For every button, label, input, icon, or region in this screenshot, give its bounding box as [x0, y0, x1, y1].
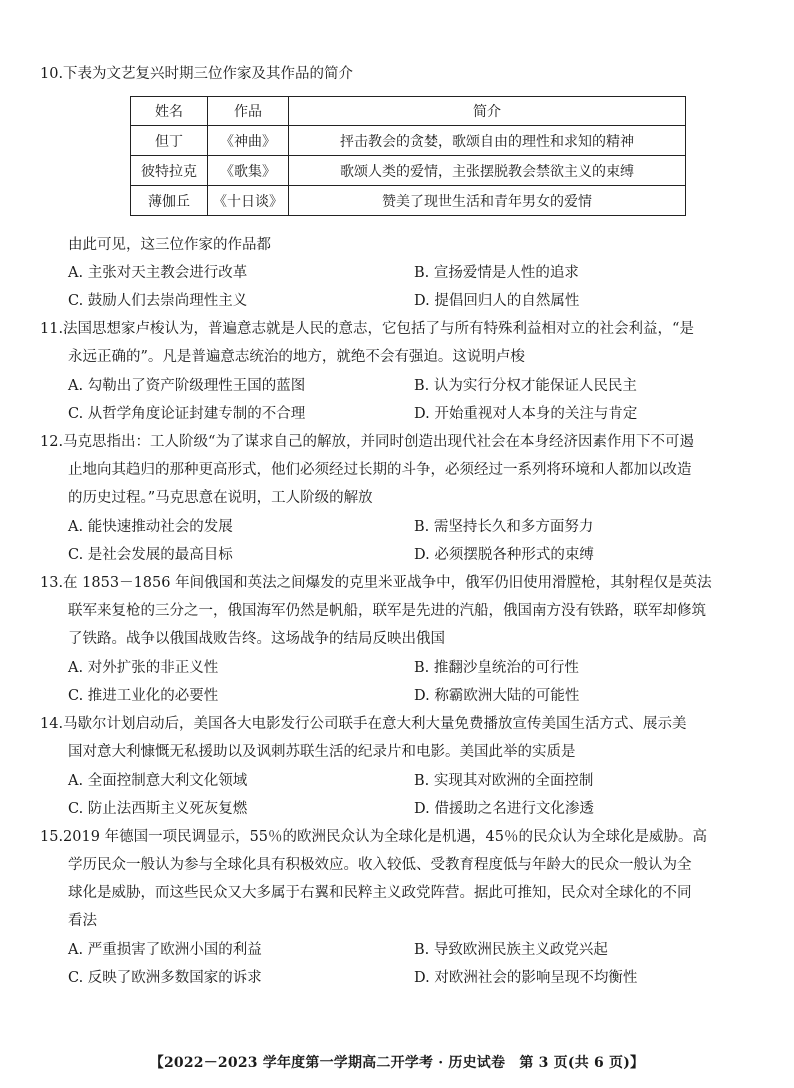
table-cell: 赞美了现世生活和青年男女的爱情: [289, 186, 686, 216]
q13-option-a: A. 对外扩张的非正义性: [68, 660, 219, 676]
q13-option-b: B. 推翻沙皇统治的可行性: [414, 660, 579, 676]
q11-option-b: B. 认为实行分权才能保证人民民主: [414, 378, 637, 394]
table-cell: 薄伽丘: [131, 186, 208, 216]
q12-line: 12.马克思指出：工人阶级“为了谋求自己的解放，并同时创造出现代社会在本身经济因素作用下不可遏: [40, 434, 694, 450]
q15-option-c: C. 反映了欧洲多数国家的诉求: [68, 970, 262, 986]
q15-line: 球化是威胁，而这些民众又大多属于右翼和民粹主义政党阵营。据此可推知，民众对全球化的不同: [68, 885, 692, 901]
table-cell: 《十日谈》: [208, 186, 289, 216]
q11-option-c: C. 从哲学角度论证封建专制的不合理: [68, 406, 306, 422]
q11-option-d: D. 开始重视对人本身的关注与肯定: [414, 406, 638, 422]
q12-option-d: D. 必须摆脱各种形式的束缚: [414, 547, 594, 563]
table-cell: 《歌集》: [208, 156, 289, 186]
q12-line: 止地向其趋归的那种更高形式，他们必须经过长期的斗争，必须经过一系列将环境和人都加以改造: [68, 462, 692, 478]
table-cell: 抨击教会的贪婪，歌颂自由的理性和求知的精神: [289, 126, 686, 156]
q15-option-d: D. 对欧洲社会的影响呈现不均衡性: [414, 970, 638, 986]
q14-line: 国对意大利慷慨无私援助以及讽刺苏联生活的纪录片和电影。美国此举的实质是: [68, 744, 576, 760]
q10-option-c: C. 鼓励人们去崇尚理性主义: [68, 293, 248, 309]
q13-line: 联军来复枪的三分之一，俄国海军仍然是帆船，联军是先进的汽船，俄国南方没有铁路，联军却修筑: [68, 603, 706, 619]
q14-option-d: D. 借援助之名进行文化渗透: [414, 801, 594, 817]
q14-line: 14.马歇尔计划启动后，美国各大电影发行公司联手在意大利大量免费播放宣传美国生活方式、展示美: [40, 716, 687, 732]
q15-option-b: B. 导致欧洲民族主义政党兴起: [414, 942, 608, 958]
table-cell: 但丁: [131, 126, 208, 156]
q10-after: 由此可见，这三位作家的作品都: [68, 237, 271, 253]
q14-option-a: A. 全面控制意大利文化领域: [68, 773, 248, 789]
q12-option-b: B. 需坚持长久和多方面努力: [414, 519, 594, 535]
table-row: [131, 156, 686, 186]
table-header: 简介: [289, 97, 686, 126]
q14-option-c: C. 防止法西斯主义死灰复燃: [68, 801, 248, 817]
q13-option-d: D. 称霸欧洲大陆的可能性: [414, 688, 580, 704]
q10-option-a: A. 主张对天主教会进行改革: [68, 265, 248, 281]
q10-stem: 10.下表为文艺复兴时期三位作家及其作品的简介: [40, 66, 354, 82]
table-cell: 《神曲》: [208, 126, 289, 156]
q11-line: 永远正确的”。凡是普遍意志统治的地方，就绝不会有强迫。这说明卢梭: [68, 349, 525, 365]
q13-line: 了铁路。战争以俄国战败告终。这场战争的结局反映出俄国: [68, 631, 445, 647]
q12-option-a: A. 能快速推动社会的发展: [68, 519, 233, 535]
q12-option-c: C. 是社会发展的最高目标: [68, 547, 233, 563]
q13-option-c: C. 推进工业化的必要性: [68, 688, 219, 704]
q10-option-b: B. 宣扬爱情是人性的追求: [414, 265, 579, 281]
q11-line: 11.法国思想家卢梭认为，普遍意志就是人民的意志，它包括了与所有特殊利益相对立的社会利益，“是: [40, 321, 694, 337]
table-cell: 歌颂人类的爱情，主张摆脱教会禁欲主义的束缚: [289, 156, 686, 186]
table-header-row: [131, 97, 686, 126]
page-footer: 【2022－2023 学年度第一学期高二开学考 · 历史试卷 第 3 页(共 6 页)】: [149, 1055, 645, 1071]
table-header: 姓名: [131, 97, 208, 126]
q15-line: 15.2019 年德国一项民调显示，55％的欧洲民众认为全球化是机遇，45％的民众认为全球化是威胁。高: [40, 829, 707, 845]
q15-line: 看法: [68, 913, 97, 929]
q10-table: [130, 96, 686, 216]
table-cell: 彼特拉克: [131, 156, 208, 186]
table-row: [131, 126, 686, 156]
q12-line: 的历史过程。”马克思意在说明，工人阶级的解放: [68, 490, 373, 506]
q15-option-a: A. 严重损害了欧洲小国的利益: [68, 942, 262, 958]
q13-line: 13.在 1853－1856 年间俄国和英法之间爆发的克里米亚战争中，俄军仍旧使用滑膛枪，其射程仅是英法: [40, 575, 712, 591]
q10-option-d: D. 提倡回归人的自然属性: [414, 293, 580, 309]
q11-option-a: A. 勾勒出了资产阶级理性王国的蓝图: [68, 378, 306, 394]
table-header: 作品: [208, 97, 289, 126]
table-row: [131, 186, 686, 216]
q15-line: 学历民众一般认为参与全球化具有积极效应。收入较低、受教育程度低与年龄大的民众一般认为全: [68, 857, 692, 873]
q14-option-b: B. 实现其对欧洲的全面控制: [414, 773, 594, 789]
